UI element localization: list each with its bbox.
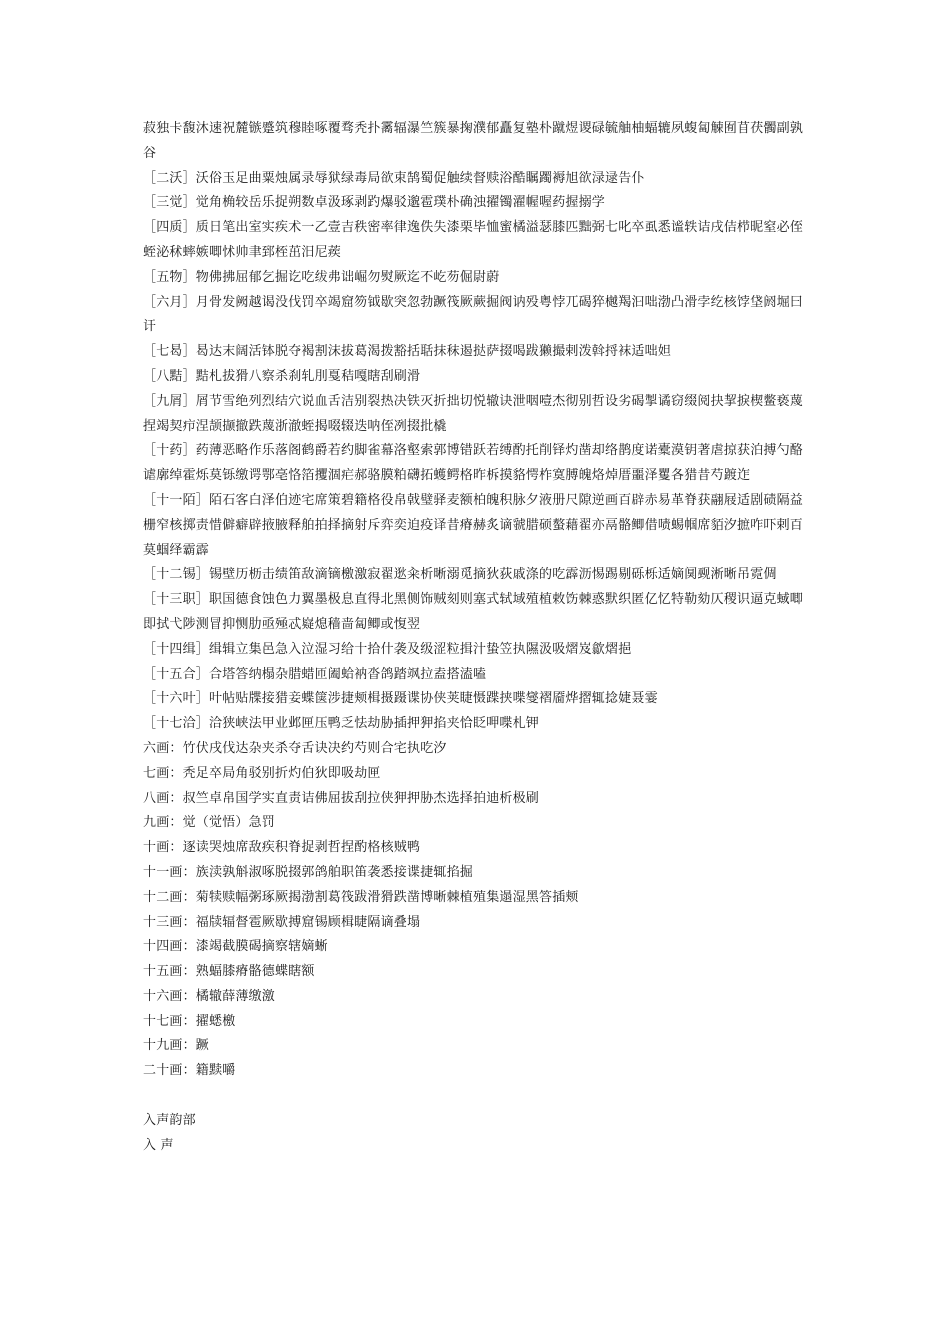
rhyme-paragraph: ［八黠］黠札拔猾八察杀刹轧刖戛秸嘎瞎刮刷滑 [143, 368, 421, 384]
rhyme-paragraph: ［十一陌］陌石客白泽伯迹宅席策碧籍格役帛戟璧驿麦额柏魄积脉夕液册尺隙逆画百辟赤易革脊获翮屐适剧碛隔益栅窄核掷责惜僻癖辟掖腋释舶拍择摘射斥弈奕迫疫译昔瘠赫炙谪虢腊硕螯藉翟亦鬲骼鲫借啧蜴帼席貊汐摭咋吓剌百莫蝈绎霸霹 [143, 492, 804, 558]
rhyme-paragraph: 十二画：菊犊赎幅粥琢厥揭渤割葛筏跋滑猾跌凿博晰棘植殖集遢湿黑答插颊 [143, 889, 579, 905]
section-heading: 入声韵部 [143, 1112, 196, 1128]
document-body [143, 117, 811, 1158]
rhyme-paragraph: ［十三职］职国德食蚀色力翼墨极息直得北黑侧饰贼刻则塞式轼域殖植敕饬棘惑默织匿亿忆特勒劾仄稷识逼克蜮唧即拭弋陟测冒抑恻肋亟殛忒嶷熄穑啬匐鲫或愎翌 [143, 592, 804, 632]
rhyme-paragraph: 十一画：族渎孰斛淑啄脱掇郭鸽舶职笛袭悉接谍捷辄掐掘 [143, 864, 474, 880]
rhyme-paragraph: ［三觉］觉角桷较岳乐捉朔数卓汲琢剥趵爆驳邈雹璞朴确浊擢镯濯幄喔药握搦学 [143, 195, 606, 211]
rhyme-paragraph: 八画：叔竺卓帛国学实直责诘佛屈拔刮拉侠狎押胁杰选择拍迪析极刷 [143, 790, 540, 806]
rhyme-paragraph: 十四画：漆竭截膜碣摘察辖嫡蜥 [143, 939, 328, 955]
rhyme-paragraph: ［十六叶］叶帖贴牒接猎妾蝶箧涉捷颊楫摄蹑谍协侠荚睫慑蹀挟喋燮褶靥烨摺辄捻婕聂霎 [143, 691, 658, 707]
rhyme-paragraph: ［十四缉］缉辑立集邑急入泣湿习给十拾什袭及级涩粒揖汁蛰笠执隰汲吸熠岌歙熠挹 [143, 641, 632, 657]
rhyme-list [143, 117, 811, 1084]
rhyme-paragraph: 十画：逐读哭烛席敌疾积脊捉剥哲捏酌格核贼鸭 [143, 840, 421, 856]
rhyme-paragraph: 十五画：熟蝠膝瘠骼德蝶瞎额 [143, 964, 315, 980]
spacer [143, 1084, 811, 1109]
rhyme-paragraph: ［六月］月骨发阙越谒没伐罚卒竭窟笏钺歇突忽勃蹶筏厥蕨掘阀讷殁粤悖兀碣猝樾羯汩咄渤凸滑孛纥核饽垡阏堀曰讦 [143, 294, 804, 335]
rhyme-paragraph: 十三画：福牍辐督雹厥歇搏窟锡顾楫睫隔谪叠塌 [143, 914, 421, 930]
rhyme-paragraph: ［七曷］曷达末阔活钵脱夺褐割沫拔葛渴拨豁括聒抹秣遏挞萨掇喝跋獭撮剌泼斡捋袜适咄妲 [143, 344, 672, 360]
sub-heading: 入 声 [143, 1137, 174, 1153]
rhyme-paragraph: 十九画：蹶 [143, 1038, 210, 1054]
rhyme-paragraph: ［九屑］屑节雪绝列烈结穴说血舌洁别裂热决铁灭折拙切悦辙诀泄咽噎杰彻别哲设劣碣掣谲窃缀阅抉挈捩楔鳖亵蔑捏竭契疖涅颉撷撤跌蔑浙澈蛭揭啜辍迭呐侄冽掇批橇 [143, 393, 804, 434]
rhyme-paragraph: ［十七洽］洽狭峡法甲业邺匣压鸭乏怯劫胁插押狎掐夹恰眨呷喋札钾 [143, 716, 540, 732]
rhyme-paragraph: ［十二锡］锡壁历枥击绩笛敌滴镝檄激寂翟逖籴析晰溺觅摘狄荻戚涤的吃霹沥惕踢剔砾栎适嫡阒觋淅晰吊霓倜 [143, 567, 777, 583]
rhyme-paragraph: ［十五合］合塔答纳榻杂腊蜡匝阖蛤衲沓鸽踏飒拉盍搭溘嗑 [143, 666, 487, 682]
rhyme-paragraph: ［十药］药薄恶略作乐落阁鹤爵若约脚雀幕洛壑索郭博错跃若缚酌托削铎灼凿却络鹊度诺橐漠钥著虐掠获泊搏勺酪谑廓绰霍烁莫铄缴谔鄂亳恪箔攫涸疟郝骆膜粕礴拓蠖鳄格昨柝摸貉愕柞寞膊魄烙焯厝噩泽矍各猎昔芍踱迮 [143, 443, 804, 484]
rhyme-paragraph: 菽独卡馥沐速祝麓镞蹙筑穆睦啄覆骛秃扑霱辐瀑竺簇暴掬濮郁矗复塾朴蹴煜谡碌毓舳柚蝠辘夙蝮匐觫囿苜茯髑副孰谷 [143, 121, 804, 161]
rhyme-paragraph: 二十画：籍黩嚼 [143, 1063, 236, 1079]
rhyme-paragraph: ［五物］物佛拂屈郁乞掘讫吃绂弗诎崛勿熨厥迄不屹芴倔尉蔚 [143, 269, 500, 285]
rhyme-paragraph: 七画：秃足卒局角驳别折灼伯狄即吸劫匣 [143, 765, 381, 781]
rhyme-paragraph: 十六画：橘辙薛薄缴激 [143, 988, 276, 1004]
rhyme-paragraph: 九画：觉（觉悟）急罚 [143, 815, 276, 831]
rhyme-paragraph: 六画：竹伏戌伐达杂夹杀夺舌诀决约芍则合宅执吃汐 [143, 740, 447, 756]
rhyme-paragraph: ［二沃］沃俗玉足曲粟烛属录辱狱绿毒局欲束鹄蜀促触续督赎浴酷瞩躅褥旭欲渌逯告仆 [143, 170, 645, 186]
rhyme-paragraph: ［四质］质日笔出室实疾术一乙壹吉秩密率律逸佚失漆栗毕恤蜜橘溢瑟膝匹黜弼七叱卒虱悉谧轶诘戌佶栉昵窒必侄蛭泌秫蟀嫉唧怵帅聿郅桎茁汨尼蒺 [143, 220, 804, 260]
rhyme-paragraph: 十七画：擢蟋檄 [143, 1013, 236, 1029]
